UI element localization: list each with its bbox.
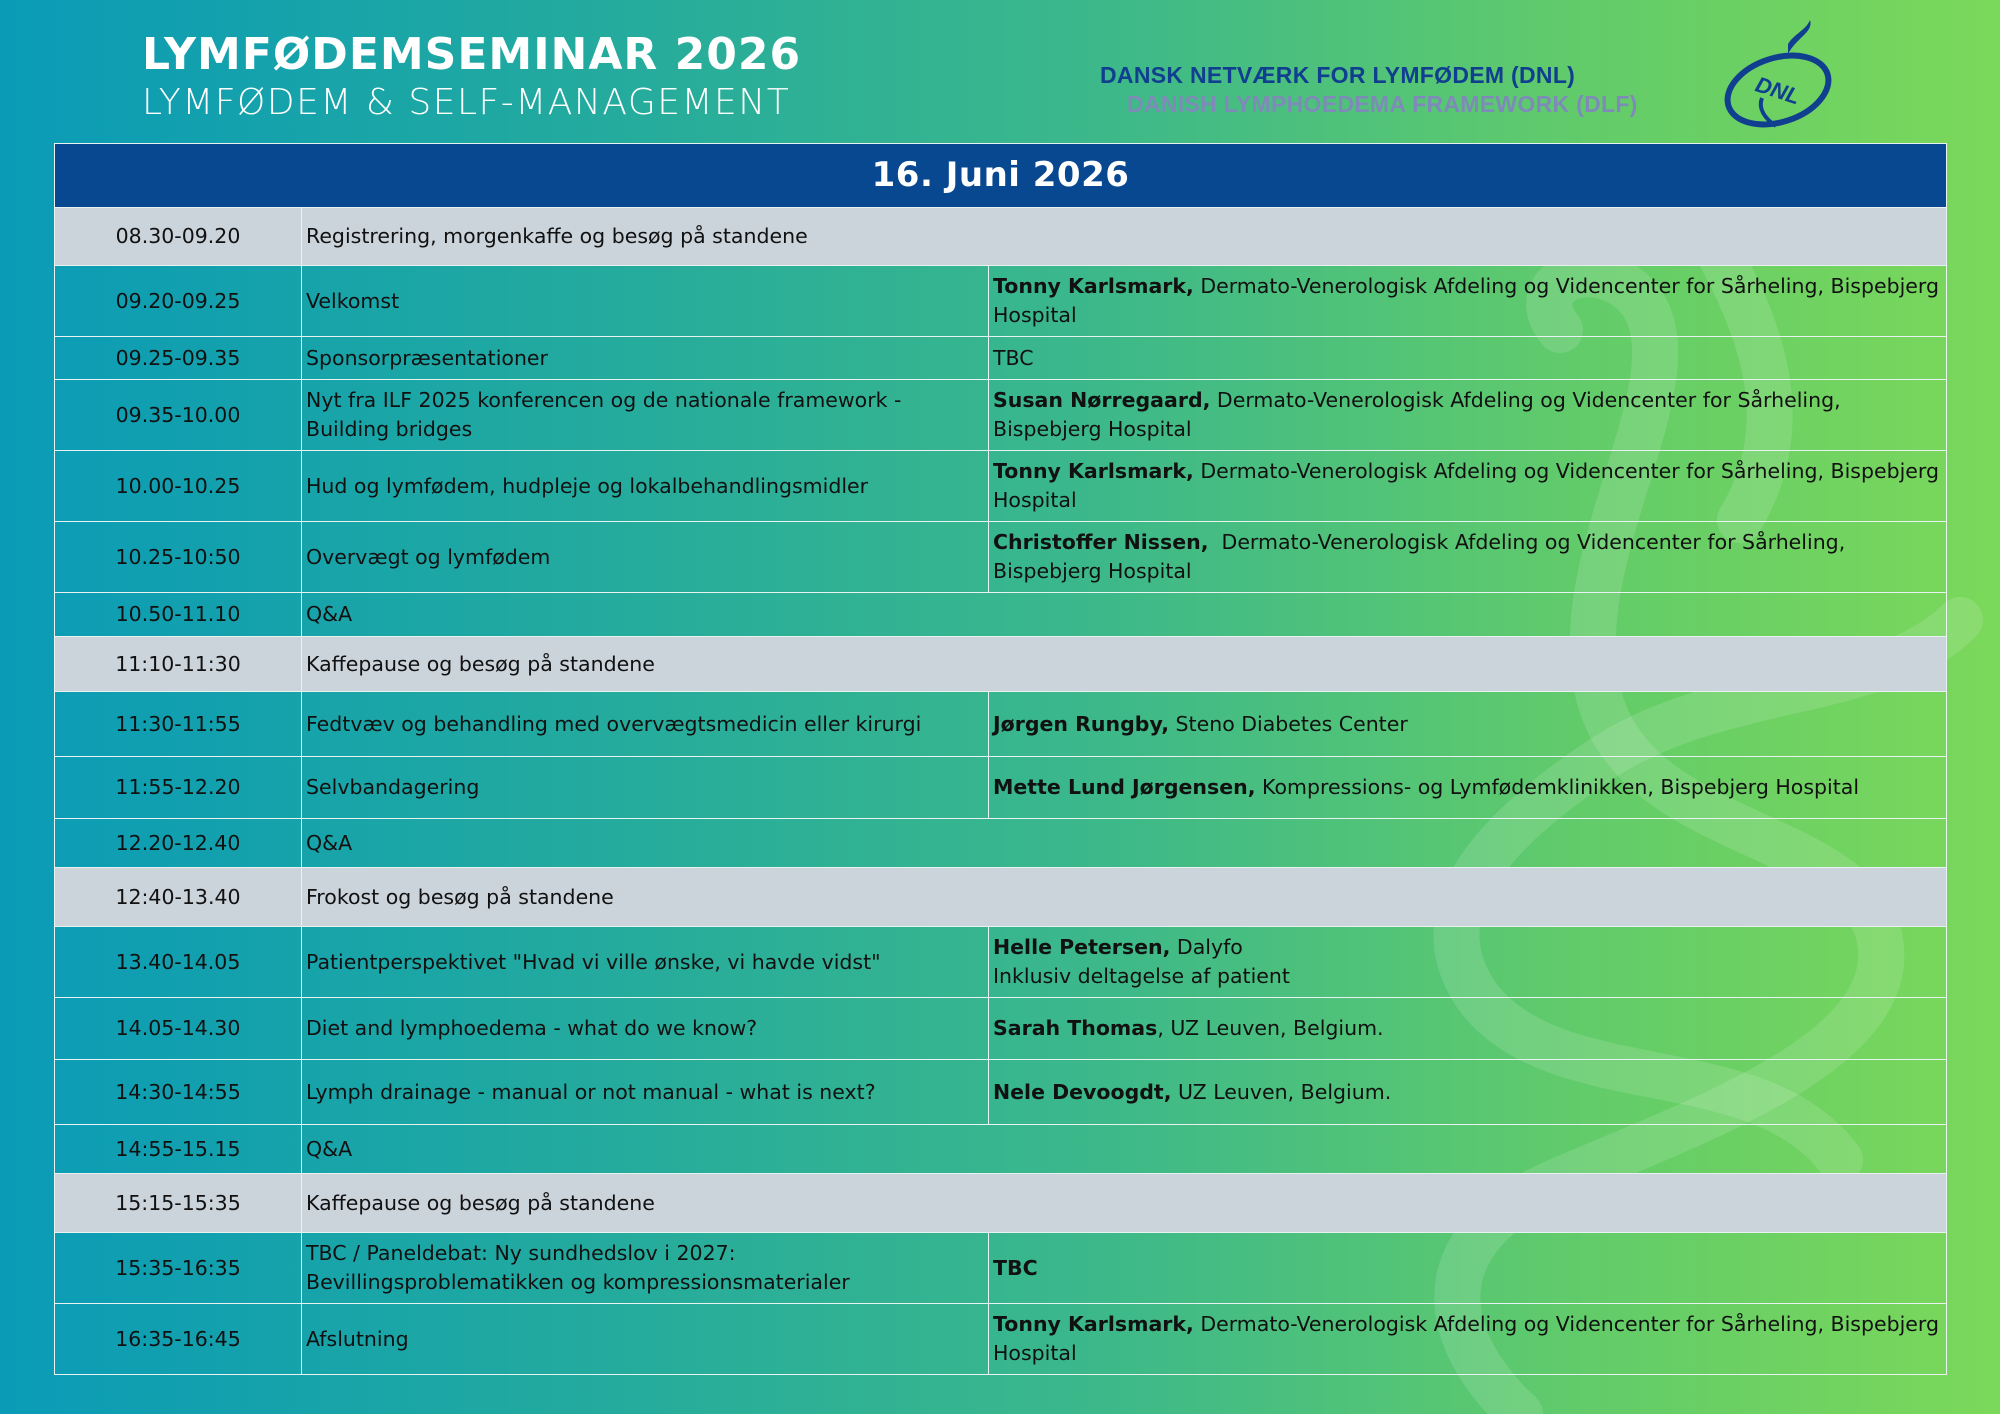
- schedule-time: 10.00-10.25: [55, 451, 302, 522]
- schedule-topic: Nyt fra ILF 2025 konferencen og de nationale framework - Building bridges: [302, 380, 989, 451]
- speaker-name: Tonny Karlsmark,: [993, 274, 1194, 298]
- schedule-time: 10.25-10:50: [55, 522, 302, 593]
- schedule-topic: Q&A: [302, 1125, 1947, 1174]
- speaker-affiliation: Dalyfo: [1170, 935, 1243, 959]
- schedule-time: 08.30-09.20: [55, 208, 302, 266]
- schedule-speaker-cell: [989, 451, 1947, 522]
- schedule-time: 09.25-09.35: [55, 337, 302, 380]
- schedule-topic: Patientperspektivet "Hvad vi ville ønske, vi havde vidst": [302, 927, 989, 998]
- schedule-row: [55, 927, 1947, 998]
- speaker-affiliation: Dermato-Venerologisk Afdeling og Videncenter for Sårheling, Bispebjerg Hospital: [993, 459, 1946, 512]
- speaker-name: Mette Lund Jørgensen,: [993, 775, 1256, 799]
- schedule-topic: Kaffepause og besøg på standene: [302, 1174, 1947, 1233]
- schedule-row: [55, 998, 1947, 1060]
- schedule-time: 15:15-15:35: [55, 1174, 302, 1233]
- schedule-time: 12.20-12.40: [55, 819, 302, 868]
- page-title: LYMFØDEMSEMINAR 2026: [142, 29, 802, 80]
- schedule-time: 11:55-12.20: [55, 757, 302, 819]
- schedule-topic: Frokost og besøg på standene: [302, 868, 1947, 927]
- schedule-time: 14.05-14.30: [55, 998, 302, 1060]
- schedule-speaker-cell: [989, 380, 1947, 451]
- schedule-topic: Hud og lymfødem, hudpleje og lokalbehandlingsmidler: [302, 451, 989, 522]
- speaker-name: Sarah Thomas: [993, 1016, 1158, 1040]
- schedule-row: [55, 819, 1947, 868]
- schedule-topic: Velkomst: [302, 266, 989, 337]
- schedule-speaker-cell: [989, 1233, 1947, 1304]
- schedule-time: 16:35-16:45: [55, 1304, 302, 1375]
- schedule-topic: Lymph drainage - manual or not manual - what is next?: [302, 1060, 989, 1125]
- schedule-row: [55, 1233, 1947, 1304]
- speaker-name: Tonny Karlsmark,: [993, 1312, 1194, 1336]
- speaker-name: Helle Petersen,: [993, 935, 1171, 959]
- schedule-speaker-cell: [989, 1060, 1947, 1125]
- speaker-name: Christoffer Nissen,: [993, 530, 1209, 554]
- schedule-topic: TBC / Paneldebat: Ny sundhedslov i 2027: Bevillingsproblematikken og kompressionsmaterialer: [302, 1233, 989, 1304]
- speaker-affiliation: Steno Diabetes Center: [1169, 711, 1408, 736]
- schedule-row: [55, 380, 1947, 451]
- schedule-time: 11:30-11:55: [55, 692, 302, 757]
- schedule-row: [55, 868, 1947, 927]
- schedule-topic: Q&A: [302, 819, 1947, 868]
- schedule-time: 09.20-09.25: [55, 266, 302, 337]
- page-subtitle: LYMFØDEM & SELF-MANAGEMENT: [142, 82, 791, 123]
- schedule-topic: Overvægt og lymfødem: [302, 522, 989, 593]
- speaker-affiliation: Dermato-Venerologisk Afdeling og Videncenter for Sårheling, Bispebjerg Hospital: [993, 274, 1946, 327]
- speaker-note: Inklusiv deltagelse af patient: [993, 964, 1290, 988]
- speaker-affiliation: TBC: [993, 345, 1034, 370]
- schedule-row: [55, 522, 1947, 593]
- schedule-row: [55, 1125, 1947, 1174]
- schedule-speaker-cell: [989, 998, 1947, 1060]
- schedule-speaker-cell: [989, 692, 1947, 757]
- speaker-affiliation: UZ Leuven, Belgium.: [1171, 1079, 1392, 1104]
- schedule-speaker-cell: [989, 757, 1947, 819]
- schedule-topic: Selvbandagering: [302, 757, 989, 819]
- schedule-row: [55, 1304, 1947, 1375]
- schedule-date: 16. Juni 2026: [55, 144, 1947, 208]
- schedule-speaker-cell: [989, 266, 1947, 337]
- schedule-row: [55, 757, 1947, 819]
- schedule-row: [55, 208, 1947, 266]
- schedule-time: 13.40-14.05: [55, 927, 302, 998]
- speaker-affiliation: Dermato-Venerologisk Afdeling og Videncenter for Sårheling, Bispebjerg Hospital: [993, 530, 1852, 583]
- speaker-name: Susan Nørregaard,: [993, 388, 1211, 412]
- schedule-topic: Fedtvæv og behandling med overvægtsmedicin eller kirurgi: [302, 692, 989, 757]
- speaker-name: Tonny Karlsmark,: [993, 459, 1194, 483]
- schedule-time: 09.35-10.00: [55, 380, 302, 451]
- schedule-row: [55, 1060, 1947, 1125]
- organization-name-danish: DANSK NETVÆRK FOR LYMFØDEM (DNL): [1100, 62, 1576, 88]
- dnl-logo: [1718, 18, 1838, 130]
- schedule-topic: Q&A: [302, 593, 1947, 637]
- schedule-row: [55, 692, 1947, 757]
- title-block: [142, 28, 801, 124]
- schedule-time: 12:40-13.40: [55, 868, 302, 927]
- schedule-time: 15:35-16:35: [55, 1233, 302, 1304]
- logo-text: DNL: [1752, 71, 1804, 110]
- schedule-topic: Kaffepause og besøg på standene: [302, 637, 1947, 692]
- speaker-name: TBC: [993, 1255, 1038, 1280]
- speaker-affiliation: Dermato-Venerologisk Afdeling og Videncenter for Sårheling, Bispebjerg Hospital: [993, 1312, 1946, 1365]
- schedule-time: 14:55-15.15: [55, 1125, 302, 1174]
- schedule-speaker-cell: [989, 337, 1947, 380]
- schedule-row: [55, 266, 1947, 337]
- schedule-table: [54, 143, 1947, 1375]
- speaker-affiliation: Dermato-Venerologisk Afdeling og Videncenter for Sårheling, Bispebjerg Hospital: [993, 388, 1848, 441]
- schedule-row: [55, 1174, 1947, 1233]
- schedule-row: [55, 337, 1947, 380]
- schedule-row: [55, 451, 1947, 522]
- speaker-affiliation: Kompressions- og Lymfødemklinikken, Bispebjerg Hospital: [1255, 775, 1860, 799]
- organization-name-english: DANISH LYMPHOEDEMA FRAMEWORK (DLF): [1127, 91, 1638, 117]
- schedule-row: [55, 593, 1947, 637]
- schedule-date-row: [55, 144, 1947, 208]
- schedule-topic: Sponsorpræsentationer: [302, 337, 989, 380]
- organization-name-block: [1100, 62, 1638, 118]
- schedule-speaker-cell: [989, 1304, 1947, 1375]
- schedule-topic: Diet and lymphoedema - what do we know?: [302, 998, 989, 1060]
- schedule-speaker-cell: [989, 927, 1947, 998]
- speaker-affiliation: , UZ Leuven, Belgium.: [1157, 1016, 1384, 1040]
- schedule-time: 14:30-14:55: [55, 1060, 302, 1125]
- speaker-name: Jørgen Rungby,: [993, 711, 1170, 736]
- schedule-topic: Registrering, morgenkaffe og besøg på standene: [302, 208, 1947, 266]
- speaker-name: Nele Devoogdt,: [993, 1079, 1172, 1104]
- schedule-row: [55, 637, 1947, 692]
- schedule-speaker-cell: [989, 522, 1947, 593]
- schedule-topic: Afslutning: [302, 1304, 989, 1375]
- schedule-time: 10.50-11.10: [55, 593, 302, 637]
- schedule-time: 11:10-11:30: [55, 637, 302, 692]
